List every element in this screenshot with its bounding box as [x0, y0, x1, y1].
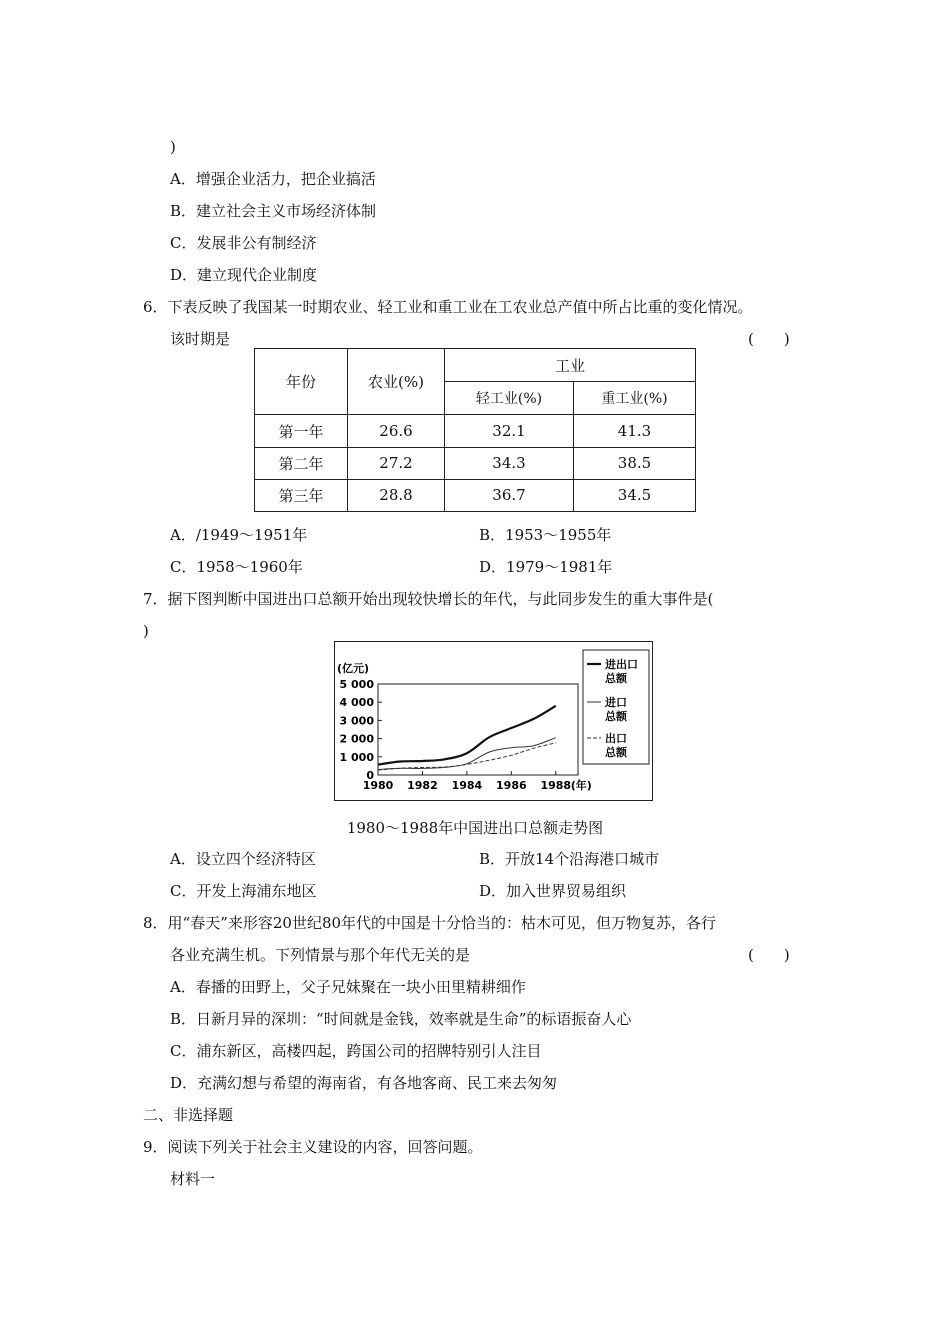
- y-tick-label: 4 000: [339, 696, 374, 710]
- q5-option-b: B．建立社会主义市场经济体制: [170, 202, 377, 220]
- table-cell: 32.1: [445, 415, 574, 447]
- question-8-stem: 8．用“春天”来形容20世纪80年代的中国是十分恰当的：枯木可见，但万物复苏，各行: [143, 914, 717, 932]
- q6-option-d: D．1979～1981年: [479, 558, 613, 576]
- q5-option-d: D．建立现代企业制度: [170, 266, 318, 284]
- question-8-stem-cont: 各业充满生机。下列情景与那个年代无关的是: [170, 946, 471, 964]
- question-7-stem: 7．据下图判断中国进出口总额开始出现较快增长的年代，与此同步发生的重大事件是(: [143, 590, 714, 608]
- x-tick-label: 1986: [496, 779, 527, 792]
- question-8-answer-paren: ( ): [748, 946, 790, 964]
- x-axis-label: (年): [570, 779, 592, 792]
- trade-chart: [334, 641, 653, 801]
- table-cell: 27.2: [348, 447, 445, 479]
- y-axis-label: (亿元): [337, 662, 370, 675]
- table-cell: 34.5: [574, 479, 696, 511]
- table-cell: 38.5: [574, 447, 696, 479]
- table-cell: 34.3: [445, 447, 574, 479]
- y-tick-label: 2 000: [339, 732, 374, 746]
- table-header-agriculture: 农业(%): [348, 349, 445, 415]
- y-tick-label: 5 000: [339, 678, 374, 691]
- x-tick-label: 1982: [407, 779, 438, 792]
- q7-option-d: D．加入世界贸易组织: [479, 882, 627, 900]
- table-header-year: 年份: [255, 349, 348, 415]
- table-cell: 第一年: [255, 415, 348, 447]
- legend-label: 出口: [605, 732, 627, 745]
- q7-option-c: C．开发上海浦东地区: [170, 882, 317, 900]
- legend-label: 进口: [605, 696, 627, 709]
- table-cell: 36.7: [445, 479, 574, 511]
- x-tick-label: 1988: [540, 779, 572, 792]
- legend-label: 总额: [605, 746, 627, 759]
- q7-option-a: A．设立四个经济特区: [170, 850, 316, 868]
- x-tick-label: 1984: [451, 779, 483, 792]
- legend-label: 总额: [605, 710, 627, 723]
- section-2-heading: 二、非选择题: [143, 1106, 234, 1124]
- table-row: [255, 415, 696, 447]
- y-tick-label: 3 000: [339, 714, 374, 728]
- question-6-stem-cont: 该时期是: [170, 330, 231, 348]
- table-cell: 28.8: [348, 479, 445, 511]
- question-6-answer-paren: ( ): [748, 330, 790, 348]
- table-cell: 41.3: [574, 415, 696, 447]
- legend-label: 总额: [605, 672, 627, 685]
- q8-option-b: B．日新月异的深圳：“时间就是金钱，效率就是生命”的标语振奋人心: [170, 1010, 632, 1028]
- question-9-material-label: 材料一: [170, 1170, 216, 1188]
- legend-label: 进出口: [605, 658, 638, 671]
- q8-option-d: D．充满幻想与希望的海南省，有各地客商、民工来去匆匆: [170, 1074, 558, 1092]
- q6-option-a: A．/1949～1951年: [170, 526, 308, 544]
- table-row: [255, 447, 696, 479]
- table-row: [255, 479, 696, 511]
- table-header-industry: 工业: [445, 349, 696, 382]
- table-cell: 26.6: [348, 415, 445, 447]
- x-tick-label: 1980: [362, 779, 394, 792]
- trade-chart-svg: [335, 642, 654, 802]
- q7-option-b: B．开放14个沿海港口城市: [479, 850, 660, 868]
- question-5-closing-paren: ): [170, 138, 176, 156]
- q8-option-a: A．春播的田野上，父子兄妹聚在一块小田里精耕细作: [170, 978, 526, 996]
- q5-option-a: A．增强企业活力，把企业搞活: [170, 170, 376, 188]
- q5-option-c: C．发展非公有制经济: [170, 234, 317, 252]
- industry-share-table: [254, 348, 696, 512]
- table-header-light-industry: 轻工业(%): [445, 382, 574, 415]
- question-6-stem: 6．下表反映了我国某一时期农业、轻工业和重工业在工农业总产值中所占比重的变化情况。: [143, 298, 753, 316]
- q6-option-c: C．1958～1960年: [170, 558, 303, 576]
- series-line-thick: [378, 706, 556, 765]
- table-header-heavy-industry: 重工业(%): [574, 382, 696, 415]
- q6-option-b: B．1953～1955年: [479, 526, 612, 544]
- chart-caption: 1980～1988年中国进出口总额走势图: [346, 819, 604, 837]
- question-7-stem-cont: ): [143, 622, 149, 640]
- table-cell: 第二年: [255, 447, 348, 479]
- y-tick-label: 0: [366, 769, 374, 782]
- q8-option-c: C．浦东新区，高楼四起，跨国公司的招牌特别引人注目: [170, 1042, 542, 1060]
- table-cell: 第三年: [255, 479, 348, 511]
- question-9-stem: 9．阅读下列关于社会主义建设的内容，回答问题。: [143, 1138, 483, 1156]
- y-tick-label: 1 000: [339, 750, 374, 764]
